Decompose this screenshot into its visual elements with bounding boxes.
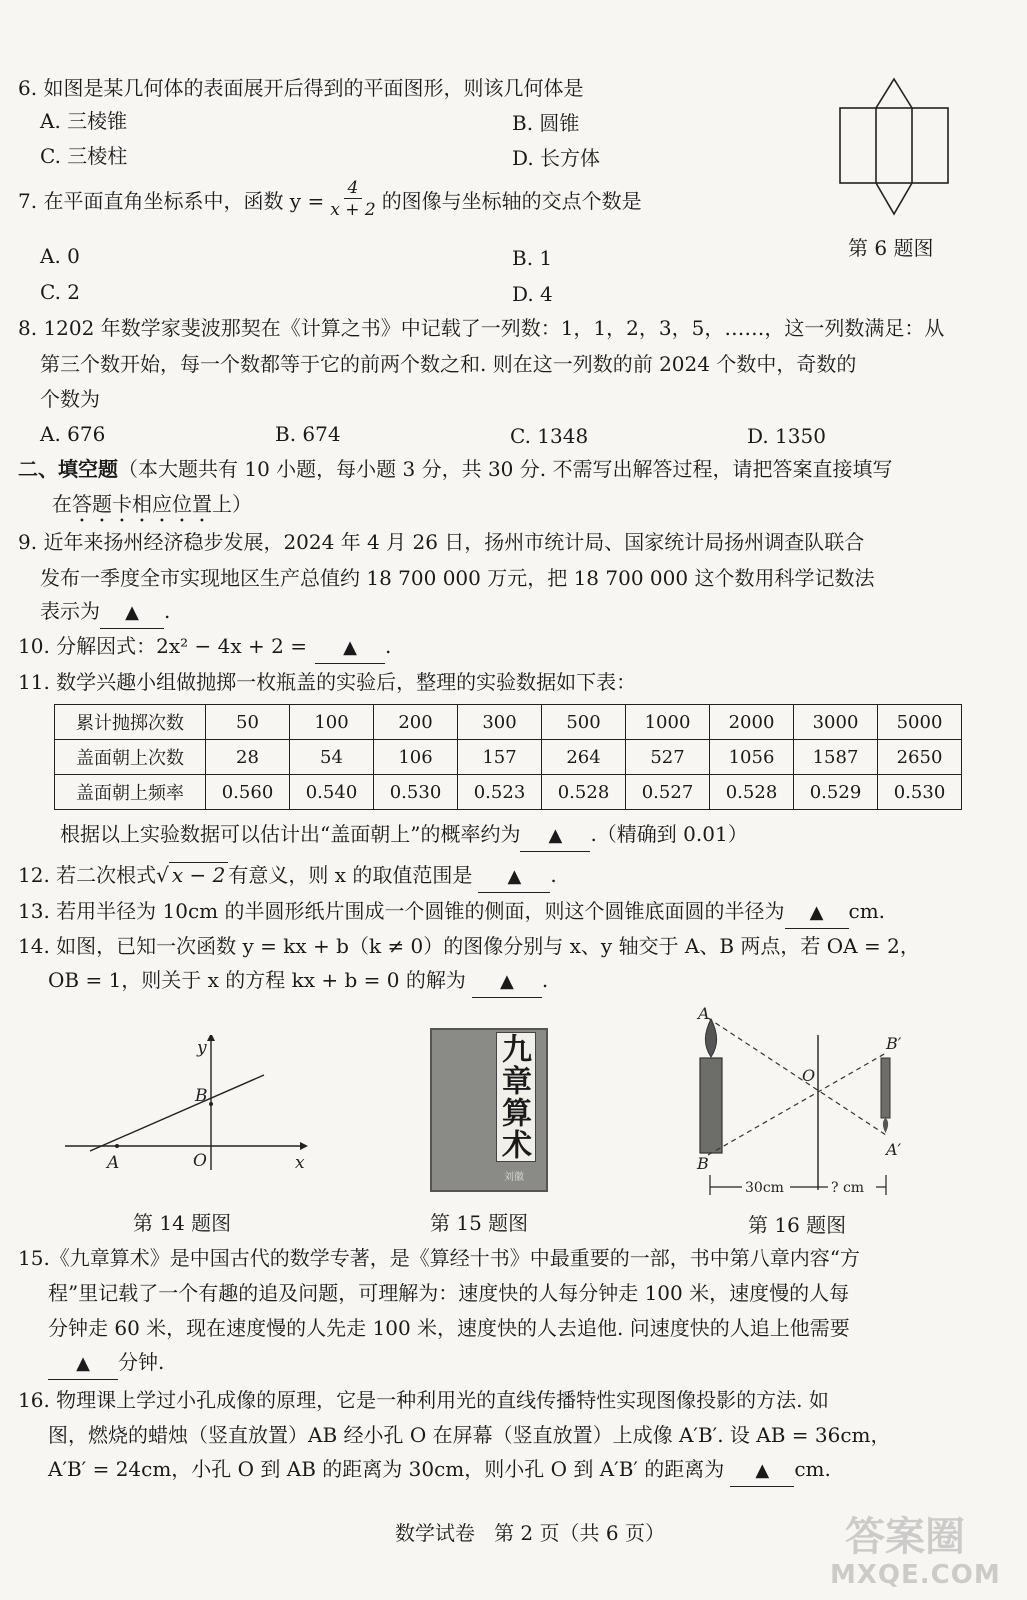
q6-caption: 第 6 题图 [848, 236, 934, 260]
answer-blank[interactable] [472, 965, 542, 998]
q15-line4 [48, 1347, 164, 1380]
q8-option-d: D. 1350 [747, 424, 826, 448]
triangle-icon: ▲ [507, 866, 522, 887]
q6-stem: 6. 如图是某几何体的表面展开后得到的平面图形，则该几何体是 [18, 76, 584, 100]
q7-stem-pre: 7. 在平面直角坐标系中，函数 y = [18, 189, 325, 213]
fig14-caption: 第 14 题图 [133, 1211, 232, 1235]
label-b: B [697, 1154, 709, 1173]
book-small-text: 刘徽 [504, 1172, 524, 1183]
answer-blank[interactable] [730, 1454, 794, 1487]
table-cell: 300 [458, 705, 542, 740]
fig14-graph [60, 1035, 310, 1175]
q14-line1: 14. 如图，已知一次函数 y = kx + b（k ≠ 0）的图像分别与 x、y 轴交于 A、B 两点，若 OA = 2， [18, 934, 920, 958]
point-b [209, 1102, 213, 1106]
fig15-book-cover [430, 1028, 548, 1192]
label-a: A [107, 1153, 120, 1173]
q10-post: . [384, 634, 392, 658]
q6-option-d: D. 长方体 [512, 146, 601, 170]
table-cell: 0.530 [374, 775, 458, 810]
x-axis-label: x [295, 1153, 305, 1173]
table-cell: 3000 [794, 705, 878, 740]
triangle-icon: ▲ [343, 637, 357, 658]
table-cell: 264 [542, 740, 626, 775]
dist-left-label: 30cm [745, 1180, 784, 1196]
point-a [115, 1144, 119, 1148]
table-cell: 157 [458, 740, 542, 775]
table-row [55, 740, 962, 775]
book-title: 九章算术 [496, 1032, 536, 1162]
q15-line4-post: 分钟. [118, 1350, 165, 1374]
image-flame-icon [883, 1118, 888, 1133]
label-o: O [193, 1151, 207, 1171]
answer-blank[interactable] [520, 819, 590, 852]
table-cell: 527 [626, 740, 710, 775]
fig16-caption: 第 16 题图 [748, 1213, 847, 1237]
q8-line2: 第三个数开始，每一个数都等于它的前两个数之和. 则在这一列数的前 2024 个数中，奇数的 [40, 352, 857, 376]
q12-post: . [550, 863, 557, 887]
label-b-prime: B′ [886, 1034, 902, 1053]
table-cell: 54 [290, 740, 374, 775]
q10 [18, 631, 391, 664]
q12-radicand: x − 2 [169, 862, 228, 887]
ray-a-to-a-prime [708, 1018, 886, 1135]
section2-desc2-pre: 在 [52, 492, 72, 516]
q8-line3: 个数为 [40, 387, 100, 411]
q11-conclusion-pre: 根据以上实验数据可以估计出“盖面朝上”的概率约为 [60, 822, 521, 846]
q9-line3-post: . [164, 599, 171, 623]
q6-option-a: A. 三棱锥 [40, 109, 128, 133]
q8-option-a: A. 676 [40, 422, 106, 446]
answer-blank[interactable] [478, 860, 550, 893]
table-row-header: 累计抛掷次数 [55, 705, 206, 740]
q16-line3-pre: A′B′ = 24cm，小孔 O 到 AB 的距离为 30cm，则小孔 O 到 A′B′ 的距离为 [48, 1457, 725, 1481]
table-cell: 1587 [794, 740, 878, 775]
q16-line3-post: cm. [794, 1457, 831, 1481]
q11-stem: 11. 数学兴趣小组做抛掷一枚瓶盖的实验后，整理的实验数据如下表： [18, 670, 637, 694]
y-axis-label: y [197, 1038, 207, 1058]
q7-stem-post: 的图像与坐标轴的交点个数是 [381, 189, 642, 213]
q7-fraction-numerator: 4 [344, 178, 363, 199]
table-cell: 100 [290, 705, 374, 740]
q10-pre: 10. 分解因式：2x² − 4x + 2 = [18, 634, 307, 658]
section2-heading [18, 454, 892, 484]
table-cell: 28 [206, 740, 290, 775]
table-cell: 106 [374, 740, 458, 775]
page-footer: 数学试卷 第 2 页（共 6 页） [395, 1521, 665, 1545]
fig16-pinhole-figure [688, 1005, 918, 1205]
table-cell: 0.529 [794, 775, 878, 810]
section2-desc2-emphasis: 答题卡相应位置 [72, 492, 212, 516]
section2-desc2-post: 上） [212, 492, 252, 516]
q16-line2: 图，燃烧的蜡烛（竖直放置）AB 经小孔 O 在屏幕（竖直放置）上成像 A′B′. 设 AB = 36cm， [48, 1423, 891, 1447]
q12-pre: 12. 若二次根式 [18, 863, 157, 887]
table-row [55, 775, 962, 810]
q11-conclusion [60, 819, 748, 852]
q7-option-a: A. 0 [40, 244, 80, 268]
q7-option-d: D. 4 [512, 282, 553, 306]
q7-stem [18, 178, 642, 221]
table-row [55, 705, 962, 740]
q15-line2: 程”里记载了一个有趣的追及问题，可理解为：速度快的人每分钟走 100 米，速度慢的人每 [48, 1281, 850, 1305]
table-row-header: 盖面朝上次数 [55, 740, 206, 775]
x-axis-arrow [300, 1142, 308, 1150]
triangle-icon: ▲ [755, 1460, 770, 1481]
section2-desc1: （本大题共有 10 小题，每小题 3 分，共 30 分. 不需写出解答过程，请把答案直接填写 [118, 457, 893, 481]
q13-post: cm. [848, 899, 886, 923]
triangle-icon: ▲ [548, 825, 563, 846]
section2-desc2 [52, 489, 252, 527]
section2-title: 二、填空题 [18, 457, 118, 481]
table-cell: 0.540 [290, 775, 374, 810]
label-a-prime: A′ [886, 1140, 902, 1159]
q6-option-c: C. 三棱柱 [40, 144, 128, 168]
q9-line3-pre: 表示为 [40, 599, 100, 623]
dist-right-label: ? cm [831, 1180, 865, 1196]
q12-mid: 有意义，则 x 的取值范围是 [228, 863, 473, 887]
table-cell: 0.527 [626, 775, 710, 810]
triangle-icon: ▲ [76, 1353, 90, 1374]
table-cell: 200 [374, 705, 458, 740]
q14-line2-pre: OB = 1，则关于 x 的方程 kx + b = 0 的解为 [48, 968, 466, 992]
table-row-header: 盖面朝上频率 [55, 775, 206, 810]
watermark-logo: 答案圈 [845, 1514, 965, 1560]
y-axis-arrow [207, 1035, 215, 1041]
table-cell: 0.528 [710, 775, 794, 810]
table-cell: 50 [206, 705, 290, 740]
answer-blank[interactable] [785, 896, 849, 929]
q16-line3 [48, 1454, 831, 1487]
q8-option-c: C. 1348 [510, 424, 589, 448]
q13-pre: 13. 若用半径为 10cm 的半圆形纸片围成一个圆锥的侧面，则这个圆锥底面圆的半径为 [18, 899, 785, 923]
label-b: B [195, 1086, 208, 1106]
q7-option-b: B. 1 [512, 246, 553, 270]
answer-blank[interactable] [100, 596, 164, 629]
q8-line1: 8. 1202 年数学家斐波那契在《计算之书》中记载了一列数：1，1，2，3，5，……，这一列数满足：从 [18, 316, 945, 340]
q9-line2: 发布一季度全市实现地区生产总值约 18 700 000 万元，把 18 700 000 这个数用科学记数法 [40, 566, 875, 590]
table-cell: 0.528 [542, 775, 626, 810]
table-cell: 0.523 [458, 775, 542, 810]
function-line [90, 1075, 264, 1151]
q15-line1: 15.《九章算术》是中国古代的数学专著，是《算经十书》中最重要的一部，书中第八章内容“方 [18, 1246, 861, 1270]
q11-conclusion-post: .（精确到 0.01） [590, 822, 748, 846]
q14-line2-post: . [541, 968, 549, 992]
triangle-icon: ▲ [125, 602, 139, 623]
table-cell: 2000 [710, 705, 794, 740]
table-cell: 1000 [626, 705, 710, 740]
net-top-triangle [876, 79, 912, 108]
q7-option-c: C. 2 [40, 280, 81, 304]
q6-option-b: B. 圆锥 [512, 111, 580, 135]
candle-flame-icon [705, 1019, 716, 1057]
q13 [18, 896, 885, 929]
q8-option-b: B. 674 [275, 422, 341, 446]
q9-line3 [40, 596, 170, 629]
q14-line2 [48, 965, 548, 998]
fig15-caption: 第 15 题图 [430, 1211, 529, 1235]
table-cell: 1056 [710, 740, 794, 775]
q11-data-table [54, 704, 962, 810]
table-cell: 5000 [878, 705, 962, 740]
net-rectangle [840, 108, 948, 183]
label-o: O [802, 1066, 816, 1085]
q7-fraction-denominator: x + 2 [330, 200, 376, 220]
table-cell: 0.530 [878, 775, 962, 810]
q16-line1: 16. 物理课上学过小孔成像的原理，它是一种利用光的直线传播特性实现图像投影的方法. 如 [18, 1388, 829, 1412]
label-a: A [698, 1005, 710, 1023]
image-candle-body [881, 1058, 890, 1118]
q12 [18, 860, 557, 893]
q9-line1: 9. 近年来扬州经济稳步发展，2024 年 4 月 26 日，扬州市统计局、国家统计局扬州调查队联合 [18, 530, 865, 554]
candle-body [700, 1058, 722, 1153]
net-bottom-triangle [876, 183, 912, 214]
answer-blank[interactable] [48, 1347, 118, 1380]
q15-line3: 分钟走 60 米，现在速度慢的人先走 100 米，速度快的人去追他. 问速度快的人追上他需要 [48, 1316, 850, 1340]
q7-fraction [328, 178, 377, 221]
table-cell: 2650 [878, 740, 962, 775]
triangle-icon: ▲ [499, 971, 514, 992]
watermark-url: MXQE.COM [830, 1560, 1001, 1590]
sqrt-symbol: √ [156, 863, 169, 887]
triangle-icon: ▲ [809, 902, 824, 923]
table-cell: 0.560 [206, 775, 290, 810]
table-cell: 500 [542, 705, 626, 740]
q6-net-figure [830, 76, 960, 221]
ray-b-to-b-prime [708, 1053, 886, 1155]
answer-blank[interactable] [315, 631, 385, 664]
